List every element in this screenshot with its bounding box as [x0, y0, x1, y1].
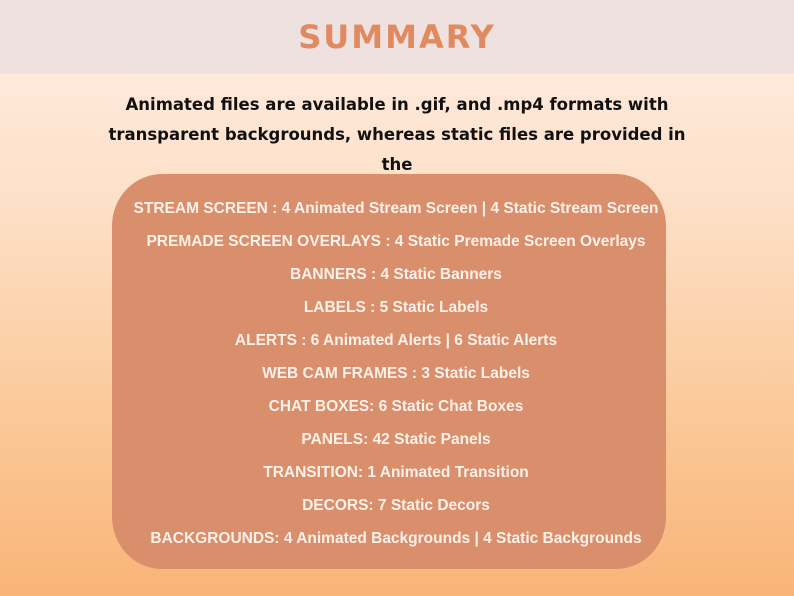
list-item-panels: PANELS: 42 Static Panels: [301, 431, 491, 448]
intro-line: transparent backgrounds, whereas static files are provided in the: [108, 125, 686, 174]
list-item-labels: LABELS : 5 Static Labels: [303, 299, 489, 316]
page-title: SUMMARY: [298, 18, 496, 56]
list-item-alerts: ALERTS : 6 Animated Alerts | 6 Static Alerts: [234, 332, 558, 349]
summary-list: [112, 192, 680, 555]
list-item-transition: TRANSITION: 1 Animated Transition: [263, 464, 529, 481]
list-item-premade-overlays: PREMADE SCREEN OVERLAYS : 4 Static Premade Screen Overlays: [146, 233, 646, 250]
list-item-decors: DECORS: 7 Static Decors: [302, 497, 490, 514]
intro-line: Animated files are available in .gif, and .mp4 formats with: [125, 95, 669, 114]
list-item-webcam-frames: WEB CAM FRAMES : 3 Static Labels: [262, 365, 530, 382]
header-band: [0, 0, 794, 74]
list-item-banners: BANNERS : 4 Static Banners: [290, 266, 502, 283]
list-item-backgrounds: BACKGROUNDS: 4 Animated Backgrounds | 4 Static Backgrounds: [150, 530, 642, 547]
list-item-chat-boxes: CHAT BOXES: 6 Static Chat Boxes: [268, 398, 524, 415]
list-item-stream-screen: STREAM SCREEN : 4 Animated Stream Screen | 4 Static Stream Screen: [133, 200, 659, 217]
